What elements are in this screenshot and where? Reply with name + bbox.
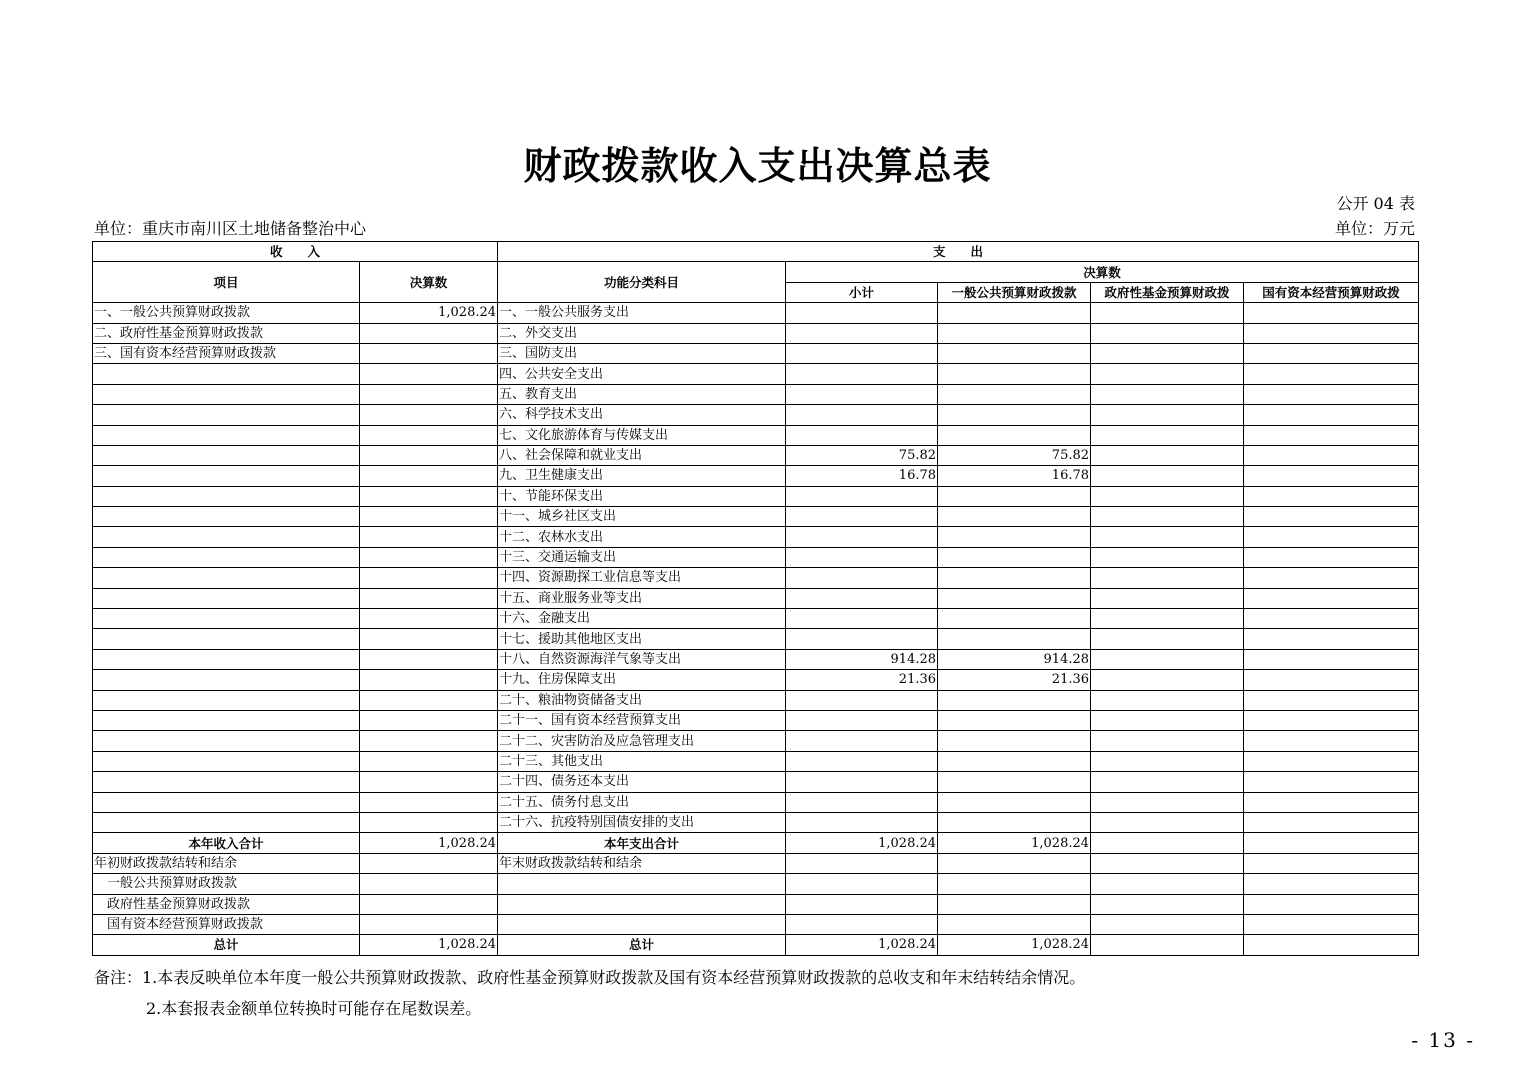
income-item-cell <box>93 670 360 690</box>
func-item-cell: 十一、城乡社区支出 <box>498 507 786 527</box>
expense-group-header: 支 出 <box>498 242 1419 262</box>
soe-cell <box>1244 466 1419 486</box>
income-item-cell <box>93 384 360 404</box>
fund-cell <box>1091 751 1244 771</box>
general-cell <box>938 547 1091 567</box>
fund-cell <box>1091 527 1244 547</box>
soe-cell <box>1244 649 1419 669</box>
fund-cell <box>1091 323 1244 343</box>
general-cell <box>938 812 1091 832</box>
soe-cell <box>1244 568 1419 588</box>
income-item-cell <box>93 792 360 812</box>
table-row <box>93 425 1419 445</box>
func-item-cell: 十八、自然资源海洋气象等支出 <box>498 649 786 669</box>
func-item-cell: 二十五、债务付息支出 <box>498 792 786 812</box>
table-row <box>93 323 1419 343</box>
table-row <box>93 384 1419 404</box>
fund-cell <box>1091 629 1244 649</box>
subtotal-cell <box>786 609 938 629</box>
func-item-cell: 七、文化旅游体育与传媒支出 <box>498 425 786 445</box>
budget-table <box>92 241 1419 956</box>
general-cell <box>938 690 1091 710</box>
general-header: 一般公共预算财政拨款 <box>938 282 1091 302</box>
year-income-total-amount: 1,028.24 <box>360 833 498 853</box>
grand-expense-fund <box>1091 935 1244 955</box>
year-expense-subtotal: 1,028.24 <box>786 833 938 853</box>
subtotal-cell: 914.28 <box>786 649 938 669</box>
soe-cell <box>1244 486 1419 506</box>
income-amount-cell <box>360 486 498 506</box>
income-amount-cell <box>360 690 498 710</box>
table-row <box>93 568 1419 588</box>
carry-sub-label: 政府性基金预算财政拨款 <box>93 894 360 914</box>
soe-header: 国有资本经营预算财政拨 <box>1244 282 1419 302</box>
subtotal-cell <box>786 792 938 812</box>
fund-cell <box>1091 690 1244 710</box>
fund-cell <box>1091 772 1244 792</box>
year-total-row <box>93 833 1419 853</box>
soe-cell <box>1244 527 1419 547</box>
empty-cell <box>360 874 498 894</box>
fund-cell <box>1091 670 1244 690</box>
func-item-cell: 十四、资源勘探工业信息等支出 <box>498 568 786 588</box>
note-2: 2.本套报表金额单位转换时可能存在尾数误差。 <box>146 999 482 1018</box>
table-row <box>93 405 1419 425</box>
func-item-cell: 八、社会保障和就业支出 <box>498 445 786 465</box>
general-cell <box>938 384 1091 404</box>
income-amount-cell <box>360 405 498 425</box>
income-item-cell <box>93 649 360 669</box>
carry-sub-row <box>93 874 1419 894</box>
table-row <box>93 486 1419 506</box>
fund-cell <box>1091 303 1244 323</box>
fund-cell <box>1091 405 1244 425</box>
income-item-cell <box>93 751 360 771</box>
income-item-cell <box>93 731 360 751</box>
subtotal-cell: 75.82 <box>786 445 938 465</box>
subtotal-cell <box>786 547 938 567</box>
func-item-cell: 十、节能环保支出 <box>498 486 786 506</box>
grand-total-row <box>93 935 1419 955</box>
income-amount-cell <box>360 812 498 832</box>
table-row <box>93 812 1419 832</box>
income-amount-cell <box>360 772 498 792</box>
empty-cell <box>786 914 938 934</box>
general-cell <box>938 507 1091 527</box>
fund-cell <box>1091 731 1244 751</box>
income-amount-cell <box>360 710 498 730</box>
func-item-cell: 九、卫生健康支出 <box>498 466 786 486</box>
table-row <box>93 772 1419 792</box>
general-cell: 21.36 <box>938 670 1091 690</box>
fund-cell <box>1091 384 1244 404</box>
year-expense-general: 1,028.24 <box>938 833 1091 853</box>
currency-unit: 单位：万元 <box>1334 219 1415 238</box>
subtotal-cell <box>786 405 938 425</box>
end-carry-general <box>938 853 1091 873</box>
func-item-cell: 十七、援助其他地区支出 <box>498 629 786 649</box>
subtotal-cell <box>786 588 938 608</box>
soe-cell <box>1244 710 1419 730</box>
fund-cell <box>1091 425 1244 445</box>
empty-cell <box>498 894 786 914</box>
func-item-cell: 六、科学技术支出 <box>498 405 786 425</box>
table-row <box>93 303 1419 323</box>
empty-cell <box>360 894 498 914</box>
table-row <box>93 670 1419 690</box>
grand-income-total-amount: 1,028.24 <box>360 935 498 955</box>
func-item-cell: 五、教育支出 <box>498 384 786 404</box>
soe-cell <box>1244 425 1419 445</box>
income-item-cell <box>93 425 360 445</box>
soe-cell <box>1244 772 1419 792</box>
end-carry-label: 年末财政拨款结转和结余 <box>498 853 786 873</box>
general-cell <box>938 527 1091 547</box>
general-cell: 75.82 <box>938 445 1091 465</box>
empty-cell <box>498 914 786 934</box>
year-expense-soe <box>1244 833 1419 853</box>
year-expense-total-label: 本年支出合计 <box>498 833 786 853</box>
income-amount-cell <box>360 568 498 588</box>
grand-expense-soe <box>1244 935 1419 955</box>
income-amount-cell <box>360 792 498 812</box>
empty-cell <box>1244 874 1419 894</box>
table-row <box>93 364 1419 384</box>
income-item-cell <box>93 588 360 608</box>
income-item-cell <box>93 445 360 465</box>
general-cell <box>938 323 1091 343</box>
subtotal-cell <box>786 486 938 506</box>
carry-sub-row <box>93 914 1419 934</box>
soe-cell <box>1244 364 1419 384</box>
soe-cell <box>1244 629 1419 649</box>
income-item-cell <box>93 772 360 792</box>
soe-cell <box>1244 384 1419 404</box>
table-row <box>93 731 1419 751</box>
empty-cell <box>498 874 786 894</box>
income-item-cell <box>93 812 360 832</box>
func-item-cell: 二、外交支出 <box>498 323 786 343</box>
fund-header: 政府性基金预算财政拨 <box>1091 282 1244 302</box>
soe-cell <box>1244 445 1419 465</box>
general-cell <box>938 629 1091 649</box>
fund-cell <box>1091 609 1244 629</box>
income-amount-cell <box>360 588 498 608</box>
fund-cell <box>1091 547 1244 567</box>
table-row <box>93 609 1419 629</box>
note-1: 备注：1.本表反映单位本年度一般公共预算财政拨款、政府性基金预算财政拨款及国有资本经营预算财政拨款的总收支和年末结转结余情况。 <box>94 968 1086 987</box>
soe-cell <box>1244 812 1419 832</box>
income-amount-cell: 1,028.24 <box>360 303 498 323</box>
income-amount-cell <box>360 527 498 547</box>
income-item-cell <box>93 466 360 486</box>
general-cell <box>938 772 1091 792</box>
func-item-cell: 十二、农林水支出 <box>498 527 786 547</box>
soe-cell <box>1244 303 1419 323</box>
table-row <box>93 466 1419 486</box>
income-amount-cell <box>360 384 498 404</box>
general-cell <box>938 303 1091 323</box>
subtotal-cell <box>786 629 938 649</box>
table-row <box>93 445 1419 465</box>
table-row <box>93 588 1419 608</box>
empty-cell <box>1244 914 1419 934</box>
income-amount-cell <box>360 547 498 567</box>
page-title: 财政拨款收入支出决算总表 <box>523 143 992 188</box>
begin-carry-label: 年初财政拨款结转和结余 <box>93 853 360 873</box>
table-row <box>93 507 1419 527</box>
soe-cell <box>1244 343 1419 363</box>
income-amount-cell <box>360 731 498 751</box>
func-item-cell: 十三、交通运输支出 <box>498 547 786 567</box>
general-cell <box>938 710 1091 730</box>
soe-cell <box>1244 690 1419 710</box>
empty-cell <box>1091 914 1244 934</box>
soe-cell <box>1244 792 1419 812</box>
subtotal-header: 小计 <box>786 282 938 302</box>
fund-cell <box>1091 649 1244 669</box>
table-row <box>93 690 1419 710</box>
form-number: 公开 04 表 <box>1336 194 1415 213</box>
income-item-cell <box>93 486 360 506</box>
soe-cell <box>1244 405 1419 425</box>
table-row <box>93 547 1419 567</box>
empty-cell <box>938 874 1091 894</box>
fund-cell <box>1091 792 1244 812</box>
income-item-cell: 三、国有资本经营预算财政拨款 <box>93 343 360 363</box>
subtotal-cell <box>786 384 938 404</box>
subtotal-cell <box>786 710 938 730</box>
income-item-cell: 一、一般公共预算财政拨款 <box>93 303 360 323</box>
header-row-1 <box>93 262 1419 282</box>
table-row <box>93 751 1419 771</box>
amount-header: 决算数 <box>360 262 498 303</box>
end-carry-soe <box>1244 853 1419 873</box>
func-item-cell: 二十、粮油物资储备支出 <box>498 690 786 710</box>
grand-expense-total-label: 总计 <box>498 935 786 955</box>
general-cell <box>938 425 1091 445</box>
year-expense-fund <box>1091 833 1244 853</box>
income-item-cell <box>93 364 360 384</box>
soe-cell <box>1244 751 1419 771</box>
income-item-cell <box>93 527 360 547</box>
func-item-cell: 二十六、抗疫特别国债安排的支出 <box>498 812 786 832</box>
fund-cell <box>1091 445 1244 465</box>
grand-expense-general: 1,028.24 <box>938 935 1091 955</box>
carry-row <box>93 853 1419 873</box>
income-item-cell <box>93 609 360 629</box>
empty-cell <box>938 894 1091 914</box>
subtotal-cell <box>786 812 938 832</box>
carry-sub-label: 一般公共预算财政拨款 <box>93 874 360 894</box>
soe-cell <box>1244 588 1419 608</box>
subtotal-cell: 16.78 <box>786 466 938 486</box>
income-amount-cell <box>360 466 498 486</box>
subtotal-cell <box>786 425 938 445</box>
income-item-cell <box>93 507 360 527</box>
carry-sub-label: 国有资本经营预算财政拨款 <box>93 914 360 934</box>
subtotal-cell <box>786 303 938 323</box>
general-cell <box>938 751 1091 771</box>
general-cell <box>938 731 1091 751</box>
income-amount-cell <box>360 425 498 445</box>
fund-cell <box>1091 568 1244 588</box>
final-group-header: 决算数 <box>786 262 1419 282</box>
func-item-cell: 二十四、债务还本支出 <box>498 772 786 792</box>
grand-income-total-label: 总计 <box>93 935 360 955</box>
end-carry-fund <box>1091 853 1244 873</box>
subtotal-cell: 21.36 <box>786 670 938 690</box>
empty-cell <box>1091 894 1244 914</box>
income-amount-cell <box>360 670 498 690</box>
income-amount-cell <box>360 507 498 527</box>
subtotal-cell <box>786 772 938 792</box>
general-cell <box>938 792 1091 812</box>
income-amount-cell <box>360 323 498 343</box>
table-row <box>93 343 1419 363</box>
empty-cell <box>1244 894 1419 914</box>
general-cell <box>938 364 1091 384</box>
func-item-cell: 三、国防支出 <box>498 343 786 363</box>
general-cell: 16.78 <box>938 466 1091 486</box>
end-carry-subtotal <box>786 853 938 873</box>
table-row <box>93 649 1419 669</box>
soe-cell <box>1244 670 1419 690</box>
income-amount-cell <box>360 751 498 771</box>
general-cell <box>938 588 1091 608</box>
func-item-cell: 十六、金融支出 <box>498 609 786 629</box>
soe-cell <box>1244 507 1419 527</box>
fund-cell <box>1091 343 1244 363</box>
income-amount-cell <box>360 364 498 384</box>
fund-cell <box>1091 486 1244 506</box>
subtotal-cell <box>786 568 938 588</box>
empty-cell <box>938 914 1091 934</box>
func-item-cell: 四、公共安全支出 <box>498 364 786 384</box>
func-item-cell: 二十三、其他支出 <box>498 751 786 771</box>
item-header: 项目 <box>93 262 360 303</box>
soe-cell <box>1244 609 1419 629</box>
unit-name: 单位：重庆市南川区土地储备整治中心 <box>94 219 367 238</box>
grand-expense-subtotal: 1,028.24 <box>786 935 938 955</box>
subtotal-cell <box>786 323 938 343</box>
subtotal-cell <box>786 751 938 771</box>
func-item-cell: 一、一般公共服务支出 <box>498 303 786 323</box>
page-number: - 13 - <box>1411 1028 1475 1052</box>
empty-cell <box>360 914 498 934</box>
fund-cell <box>1091 588 1244 608</box>
income-item-cell <box>93 629 360 649</box>
income-amount-cell <box>360 609 498 629</box>
income-item-cell <box>93 568 360 588</box>
income-amount-cell <box>360 445 498 465</box>
table-row <box>93 629 1419 649</box>
fund-cell <box>1091 507 1244 527</box>
income-amount-cell <box>360 343 498 363</box>
income-item-cell <box>93 710 360 730</box>
general-cell <box>938 609 1091 629</box>
general-cell: 914.28 <box>938 649 1091 669</box>
fund-cell <box>1091 364 1244 384</box>
fund-cell <box>1091 812 1244 832</box>
begin-carry-amount <box>360 853 498 873</box>
general-cell <box>938 343 1091 363</box>
table-row <box>93 710 1419 730</box>
fund-cell <box>1091 466 1244 486</box>
income-item-cell <box>93 547 360 567</box>
income-item-cell <box>93 405 360 425</box>
general-cell <box>938 405 1091 425</box>
carry-sub-row <box>93 894 1419 914</box>
func-item-cell: 二十一、国有资本经营预算支出 <box>498 710 786 730</box>
empty-cell <box>786 894 938 914</box>
soe-cell <box>1244 547 1419 567</box>
notes <box>94 962 1085 1024</box>
subtotal-cell <box>786 731 938 751</box>
func-item-cell: 十九、住房保障支出 <box>498 670 786 690</box>
income-item-cell: 二、政府性基金预算财政拨款 <box>93 323 360 343</box>
table-row <box>93 792 1419 812</box>
table-row <box>93 527 1419 547</box>
fund-cell <box>1091 710 1244 730</box>
subtotal-cell <box>786 507 938 527</box>
empty-cell <box>786 874 938 894</box>
func-item-cell: 二十二、灾害防治及应急管理支出 <box>498 731 786 751</box>
subtotal-cell <box>786 527 938 547</box>
income-amount-cell <box>360 649 498 669</box>
subtotal-cell <box>786 364 938 384</box>
header-row-group <box>93 242 1419 262</box>
general-cell <box>938 568 1091 588</box>
income-item-cell <box>93 690 360 710</box>
income-amount-cell <box>360 629 498 649</box>
year-income-total-label: 本年收入合计 <box>93 833 360 853</box>
income-group-header: 收 入 <box>93 242 498 262</box>
soe-cell <box>1244 323 1419 343</box>
func-item-header: 功能分类科目 <box>498 262 786 303</box>
general-cell <box>938 486 1091 506</box>
empty-cell <box>1091 874 1244 894</box>
func-item-cell: 十五、商业服务业等支出 <box>498 588 786 608</box>
subtotal-cell <box>786 343 938 363</box>
soe-cell <box>1244 731 1419 751</box>
subtotal-cell <box>786 690 938 710</box>
